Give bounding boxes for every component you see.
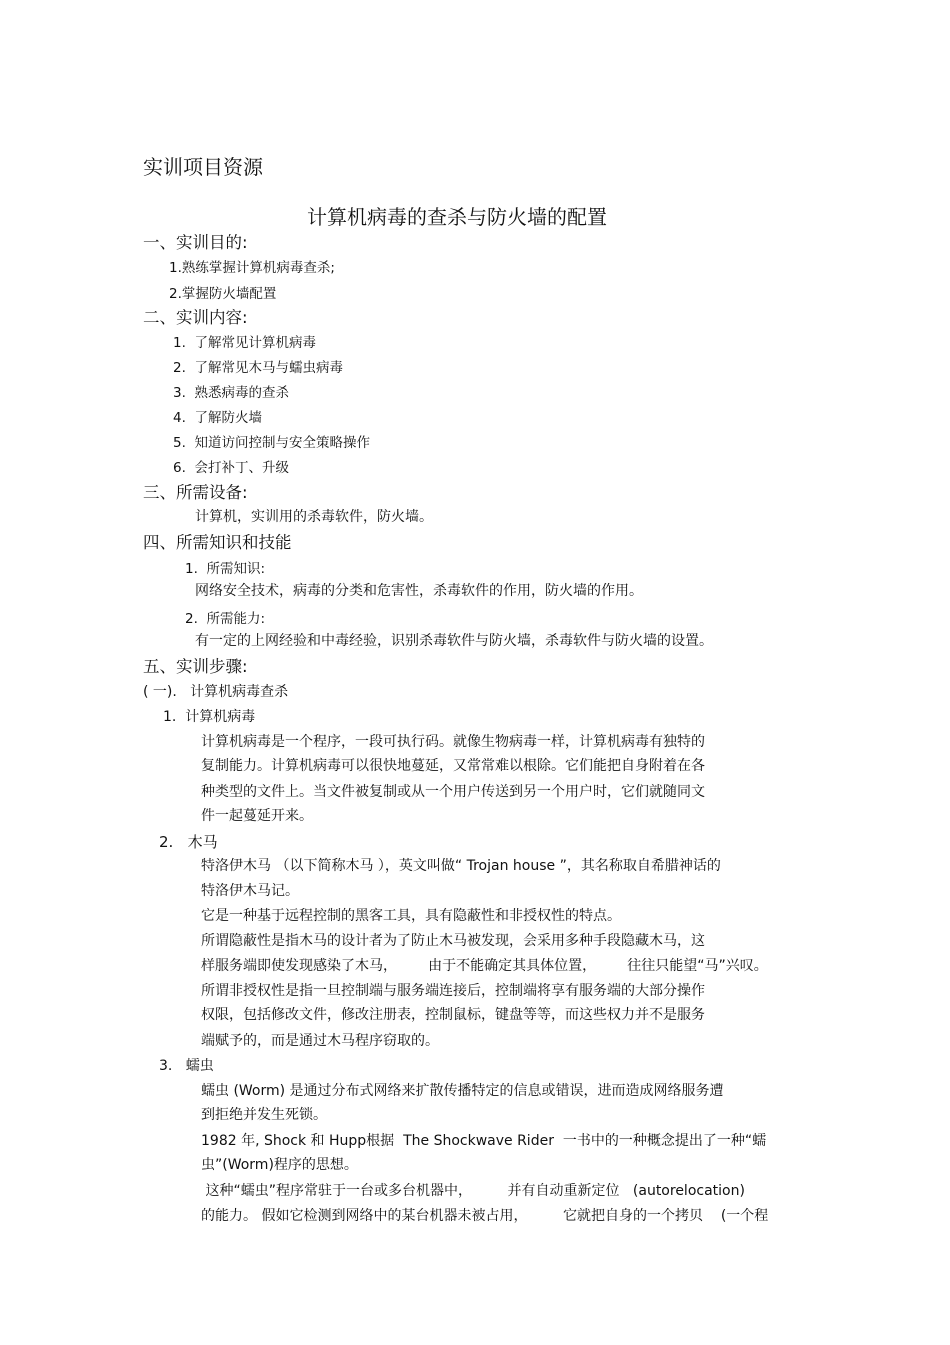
trojan-line: 所谓隐蔽性是指木马的设计者为了防止木马被发现，会采用多种手段隐藏木马，这 (201, 933, 705, 949)
worm-line: 这种“蠕虫”程序常驻于一台或多台机器中， 并有自动重新定位 (autorelocation) (201, 1183, 745, 1199)
section-heading-equipment: 三、所需设备: (143, 483, 248, 502)
trojan-line: 特洛伊木马 （以下简称木马 ），英文叫做“ Trojan house ”，其名称取自希腊神话的 (201, 858, 721, 874)
section-heading-knowledge: 四、所需知识和技能 (143, 533, 292, 552)
worm-line: 虫”(Worm)程序的思想。 (201, 1157, 358, 1173)
section-heading-steps: 五、实训步骤: (143, 657, 248, 676)
trojan-line: 所谓非授权性是指一旦控制端与服务端连接后，控制端将享有服务端的大部分操作 (201, 983, 705, 999)
trojan-line: 样服务端即使发现感染了木马， 由于不能确定其具体位置， 往往只能望“马”兴叹。 (201, 958, 768, 974)
virus-line: 复制能力。计算机病毒可以很快地蔓延，又常常难以根除。它们能把自身附着在各 (201, 758, 705, 774)
steps-subheading-1: ( 一). 计算机病毒查杀 (143, 684, 289, 700)
content-item-5: 5. 知道访问控制与安全策略操作 (173, 435, 370, 451)
content-item-4: 4. 了解防火墙 (173, 410, 262, 426)
ability-label: 2. 所需能力: (185, 611, 266, 627)
worm-line: 到拒绝并发生死锁。 (201, 1107, 327, 1123)
purpose-item-2: 2.掌握防火墙配置 (169, 286, 277, 302)
trojan-line: 端赋予的，而是通过木马程序窃取的。 (201, 1033, 439, 1049)
trojan-line: 特洛伊木马记。 (201, 883, 299, 899)
virus-line: 计算机病毒是一个程序，一段可执行码。就像生物病毒一样，计算机病毒有独特的 (201, 734, 705, 750)
trojan-label: 2. 木马 (159, 833, 218, 851)
content-item-2: 2. 了解常见木马与蠕虫病毒 (173, 360, 343, 376)
section-heading-purpose: 一、实训目的: (143, 233, 248, 252)
page-header: 实训项目资源 (143, 155, 263, 179)
virus-label: 1. 计算机病毒 (163, 709, 256, 725)
content-item-1: 1. 了解常见计算机病毒 (173, 335, 316, 351)
content-item-3: 3. 熟悉病毒的查杀 (173, 385, 289, 401)
knowledge-label: 1. 所需知识: (185, 561, 266, 577)
trojan-line: 权限，包括修改文件，修改注册表，控制鼠标，键盘等等，而这些权力并不是服务 (201, 1007, 705, 1023)
content-item-6: 6. 会打补丁、升级 (173, 460, 289, 476)
virus-line: 种类型的文件上。当文件被复制或从一个用户传送到另一个用户时，它们就随同文 (201, 784, 705, 800)
section-heading-content: 二、实训内容: (143, 308, 248, 327)
worm-line: 蠕虫 (Worm) 是通过分布式网络来扩散传播特定的信息或错误，进而造成网络服务遭 (201, 1083, 724, 1099)
worm-line: 的能力。 假如它检测到网络中的某台机器未被占用， 它就把自身的一个拷贝 (一个程 (201, 1208, 769, 1224)
purpose-item-1: 1.熟练掌握计算机病毒查杀; (169, 260, 335, 276)
document-title: 计算机病毒的查杀与防火墙的配置 (307, 205, 607, 229)
ability-text: 有一定的上网经验和中毒经验，识别杀毒软件与防火墙，杀毒软件与防火墙的设置。 (195, 633, 713, 649)
worm-label: 3. 蠕虫 (159, 1058, 214, 1074)
virus-line: 件一起蔓延开来。 (201, 808, 313, 824)
knowledge-text: 网络安全技术，病毒的分类和危害性，杀毒软件的作用，防火墙的作用。 (195, 583, 643, 599)
equipment-text: 计算机，实训用的杀毒软件，防火墙。 (195, 509, 433, 525)
trojan-line: 它是一种基于远程控制的黑客工具，具有隐蔽性和非授权性的特点。 (201, 908, 621, 924)
worm-line: 1982 年, Shock 和 Hupp根据 The Shockwave Rider 一书中的一种概念提出了一种“蠕 (201, 1133, 767, 1149)
